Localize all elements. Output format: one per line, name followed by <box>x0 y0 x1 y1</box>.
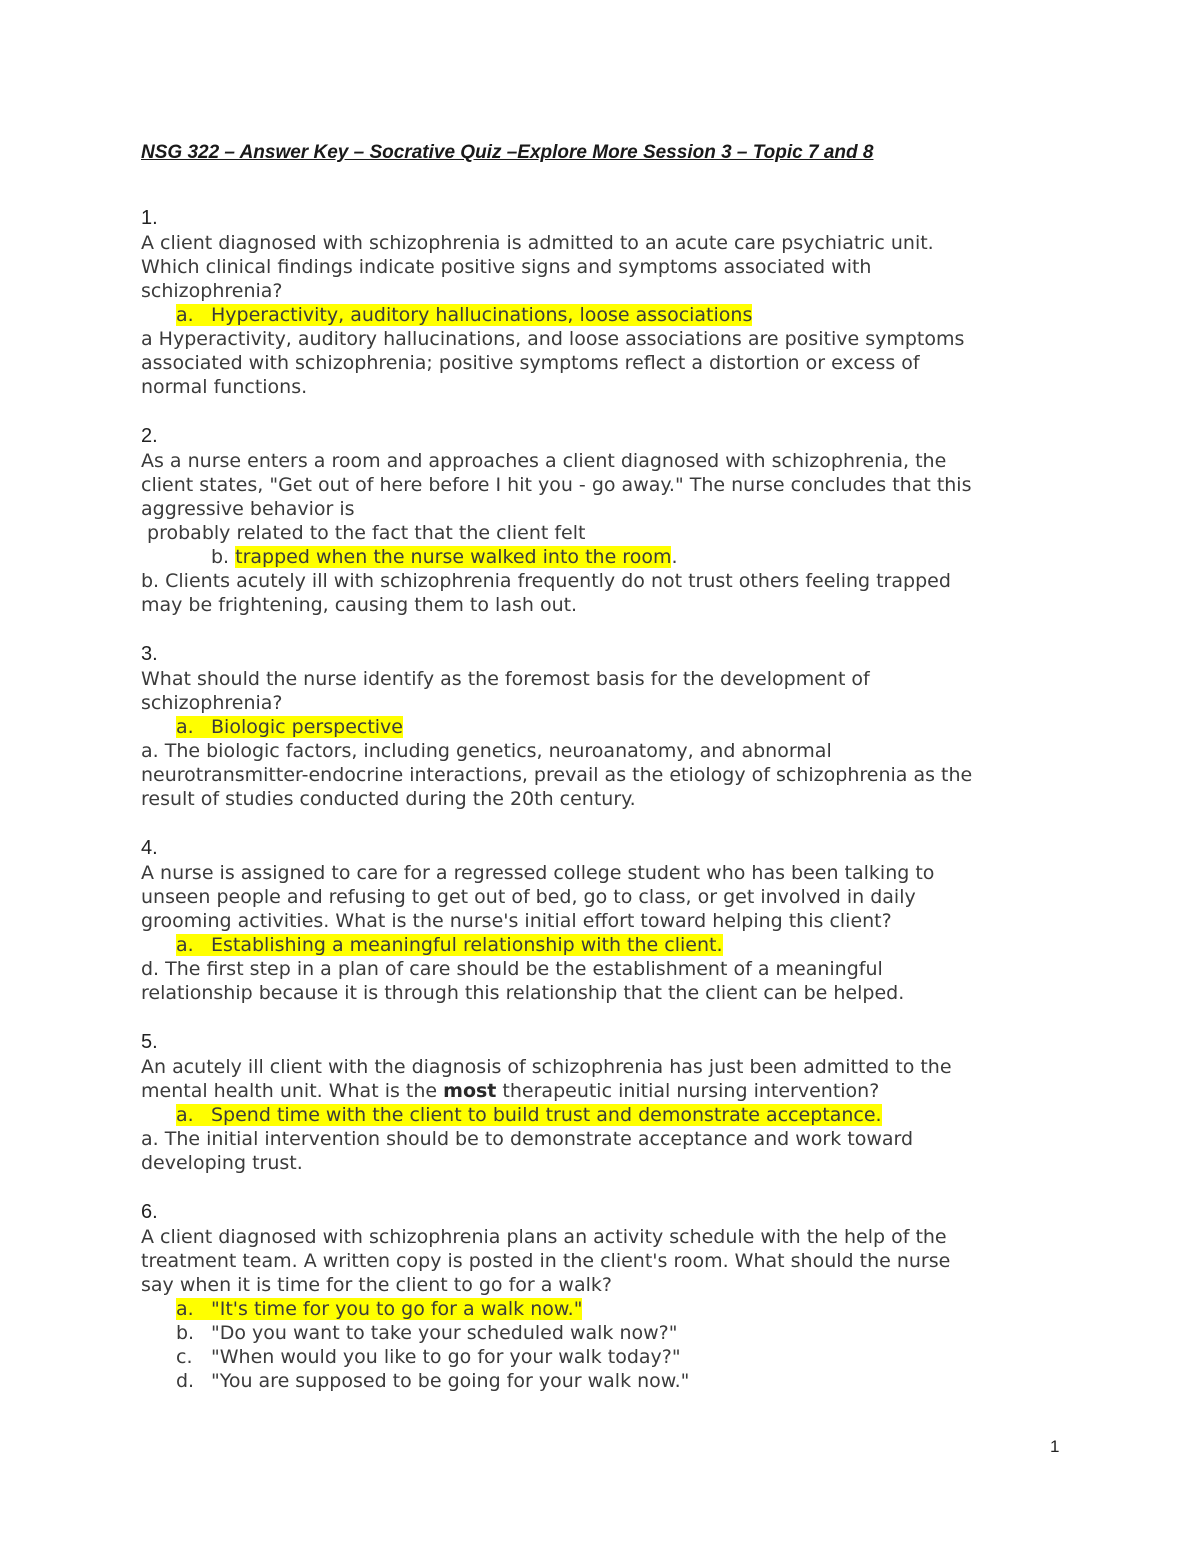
rationale-text: d. The first step in a plan of care should be the establishment of a meaningful <box>141 958 883 980</box>
answer-letter: a. <box>176 716 194 738</box>
answer-text: "It's time for you to go for a walk now." <box>211 1298 583 1320</box>
highlighted-answer <box>176 304 752 326</box>
highlighted-answer <box>176 1298 582 1320</box>
rationale-text: a Hyperactivity, auditory hallucinations, and loose associations are positive symptoms <box>141 328 965 350</box>
answer-option <box>141 715 1071 739</box>
document-title: NSG 322 – Answer Key – Socrative Quiz –Explore More Session 3 – Topic 7 and 8 <box>141 142 874 163</box>
question-1 <box>141 205 1071 399</box>
question-text: schizophrenia? <box>141 692 283 714</box>
question-text: What should the nurse identify as the foremost basis for the development of <box>141 668 870 690</box>
question-4 <box>141 835 1071 1005</box>
rationale-text: a. The biologic factors, including genetics, neuroanatomy, and abnormal <box>141 740 832 762</box>
question-text: aggressive behavior is <box>141 498 355 520</box>
highlighted-answer: trapped when the nurse walked into the room <box>235 546 672 568</box>
question-text <box>141 1079 1071 1103</box>
answer-text: Spend time with the client to build trust and demonstrate acceptance. <box>211 1104 882 1126</box>
question-number: 5. <box>141 1031 158 1053</box>
question-text: say when it is time for the client to go for a walk? <box>141 1274 612 1296</box>
rationale-text: developing trust. <box>141 1152 303 1174</box>
answer-letter: a. <box>176 934 194 956</box>
question-number: 3. <box>141 643 158 665</box>
option-text: "You are supposed to be going for your walk now." <box>211 1370 690 1392</box>
answer-letter: a. <box>176 304 194 326</box>
rationale-text: normal functions. <box>141 376 308 398</box>
answer-option <box>141 1297 1071 1321</box>
rationale-text: neurotransmitter-endocrine interactions, prevail as the etiology of schizophrenia as the <box>141 764 973 786</box>
option-letter: d. <box>176 1370 195 1392</box>
question-text: grooming activities. What is the nurse's initial effort toward helping this client? <box>141 910 892 932</box>
answer-option <box>141 1103 1071 1127</box>
answer-suffix: . <box>671 546 678 568</box>
highlighted-answer <box>176 716 403 738</box>
rationale-text: associated with schizophrenia; positive symptoms reflect a distortion or excess of <box>141 352 920 374</box>
rationale-text: may be frightening, causing them to lash out. <box>141 594 578 616</box>
question-number: 4. <box>141 837 158 859</box>
option-letter: b. <box>176 1322 195 1344</box>
question-text: A nurse is assigned to care for a regressed college student who has been talking to <box>141 862 935 884</box>
question-text: A client diagnosed with schizophrenia plans an activity schedule with the help of the <box>141 1226 947 1248</box>
question-2 <box>141 423 1071 617</box>
question-text: As a nurse enters a room and approaches a client diagnosed with schizophrenia, the <box>141 450 947 472</box>
answer-letter: a. <box>176 1104 194 1126</box>
answer-option <box>141 933 1071 957</box>
question-text: client states, "Get out of here before I hit you - go away." The nurse concludes that this <box>141 474 972 496</box>
answer-text: Hyperactivity, auditory hallucinations, loose associations <box>211 304 753 326</box>
question-text: probably related to the fact that the client felt <box>141 522 586 544</box>
question-text: schizophrenia? <box>141 280 283 302</box>
question-number: 6. <box>141 1201 158 1223</box>
rationale-text: relationship because it is through this relationship that the client can be helped. <box>141 982 905 1004</box>
option-text: "Do you want to take your scheduled walk now?" <box>211 1322 678 1344</box>
question-text: treatment team. A written copy is posted in the client's room. What should the nurse <box>141 1250 951 1272</box>
answer-text: Biologic perspective <box>211 716 403 738</box>
question-text: Which clinical findings indicate positive signs and symptoms associated with <box>141 256 872 278</box>
rationale-text: b. Clients acutely ill with schizophrenia frequently do not trust others feeling trapped <box>141 570 951 592</box>
question-text: An acutely ill client with the diagnosis of schizophrenia has just been admitted to the <box>141 1056 952 1078</box>
question-3 <box>141 641 1071 811</box>
question-number: 1. <box>141 207 158 229</box>
emphasis-text: most <box>443 1080 497 1102</box>
answer-option <box>141 303 1071 327</box>
highlighted-answer <box>176 934 723 956</box>
question-text: A client diagnosed with schizophrenia is admitted to an acute care psychiatric unit. <box>141 232 934 254</box>
page-number: 1 <box>1050 1437 1060 1456</box>
answer-letter: b. <box>211 546 230 568</box>
answer-text: Establishing a meaningful relationship with the client. <box>211 934 723 956</box>
answer-option <box>141 545 1071 569</box>
document-body <box>141 205 1071 1417</box>
rationale-text: result of studies conducted during the 20th century. <box>141 788 636 810</box>
question-number: 2. <box>141 425 158 447</box>
option-text: "When would you like to go for your walk today?" <box>211 1346 681 1368</box>
option-letter: c. <box>176 1346 193 1368</box>
answer-option <box>141 1321 1071 1345</box>
answer-option <box>141 1345 1071 1369</box>
question-6 <box>141 1199 1071 1393</box>
question-text-part: mental health unit. What is the <box>141 1080 444 1102</box>
rationale-text: a. The initial intervention should be to demonstrate acceptance and work toward <box>141 1128 914 1150</box>
answer-option <box>141 1369 1071 1393</box>
question-5 <box>141 1029 1071 1175</box>
highlighted-answer <box>176 1104 882 1126</box>
question-text-part: therapeutic initial nursing intervention? <box>496 1080 880 1102</box>
answer-letter: a. <box>176 1298 194 1320</box>
question-text: unseen people and refusing to get out of bed, go to class, or get involved in daily <box>141 886 916 908</box>
